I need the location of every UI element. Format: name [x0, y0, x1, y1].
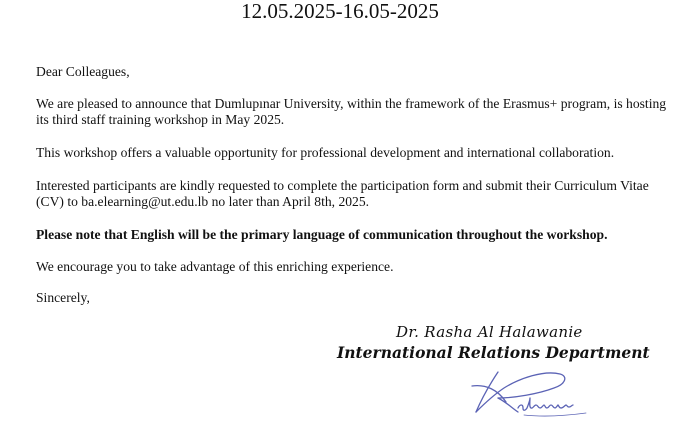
signatory-department: International Relations Department: [337, 343, 650, 362]
paragraph-announcement: We are pleased to announce that Dumlupınar University, within the framework of the Erasmus+ program, is hosting its third staff training workshop in May 2025.: [36, 96, 667, 127]
signatory-name: Dr. Rasha Al Halawanie: [396, 323, 583, 341]
workshop-dates: 12.05.2025-16.05-2025: [241, 0, 439, 23]
handwritten-signature: [468, 362, 588, 422]
closing: Sincerely,: [36, 290, 90, 305]
paragraph-opportunity: This workshop offers a valuable opportunity for professional development and international collaboration.: [36, 145, 615, 160]
paragraph-encouragement: We encourage you to take advantage of this enriching experience.: [36, 259, 394, 274]
salutation: Dear Colleagues,: [36, 64, 130, 79]
paragraph-language-note: Please note that English will be the primary language of communication throughout the workshop.: [36, 227, 608, 242]
paragraph-application: Interested participants are kindly requested to complete the participation form and submit their Curriculum Vitae (CV) to ba.elearning@ut.edu.lb no later than April 8th, 2025.: [36, 178, 649, 209]
